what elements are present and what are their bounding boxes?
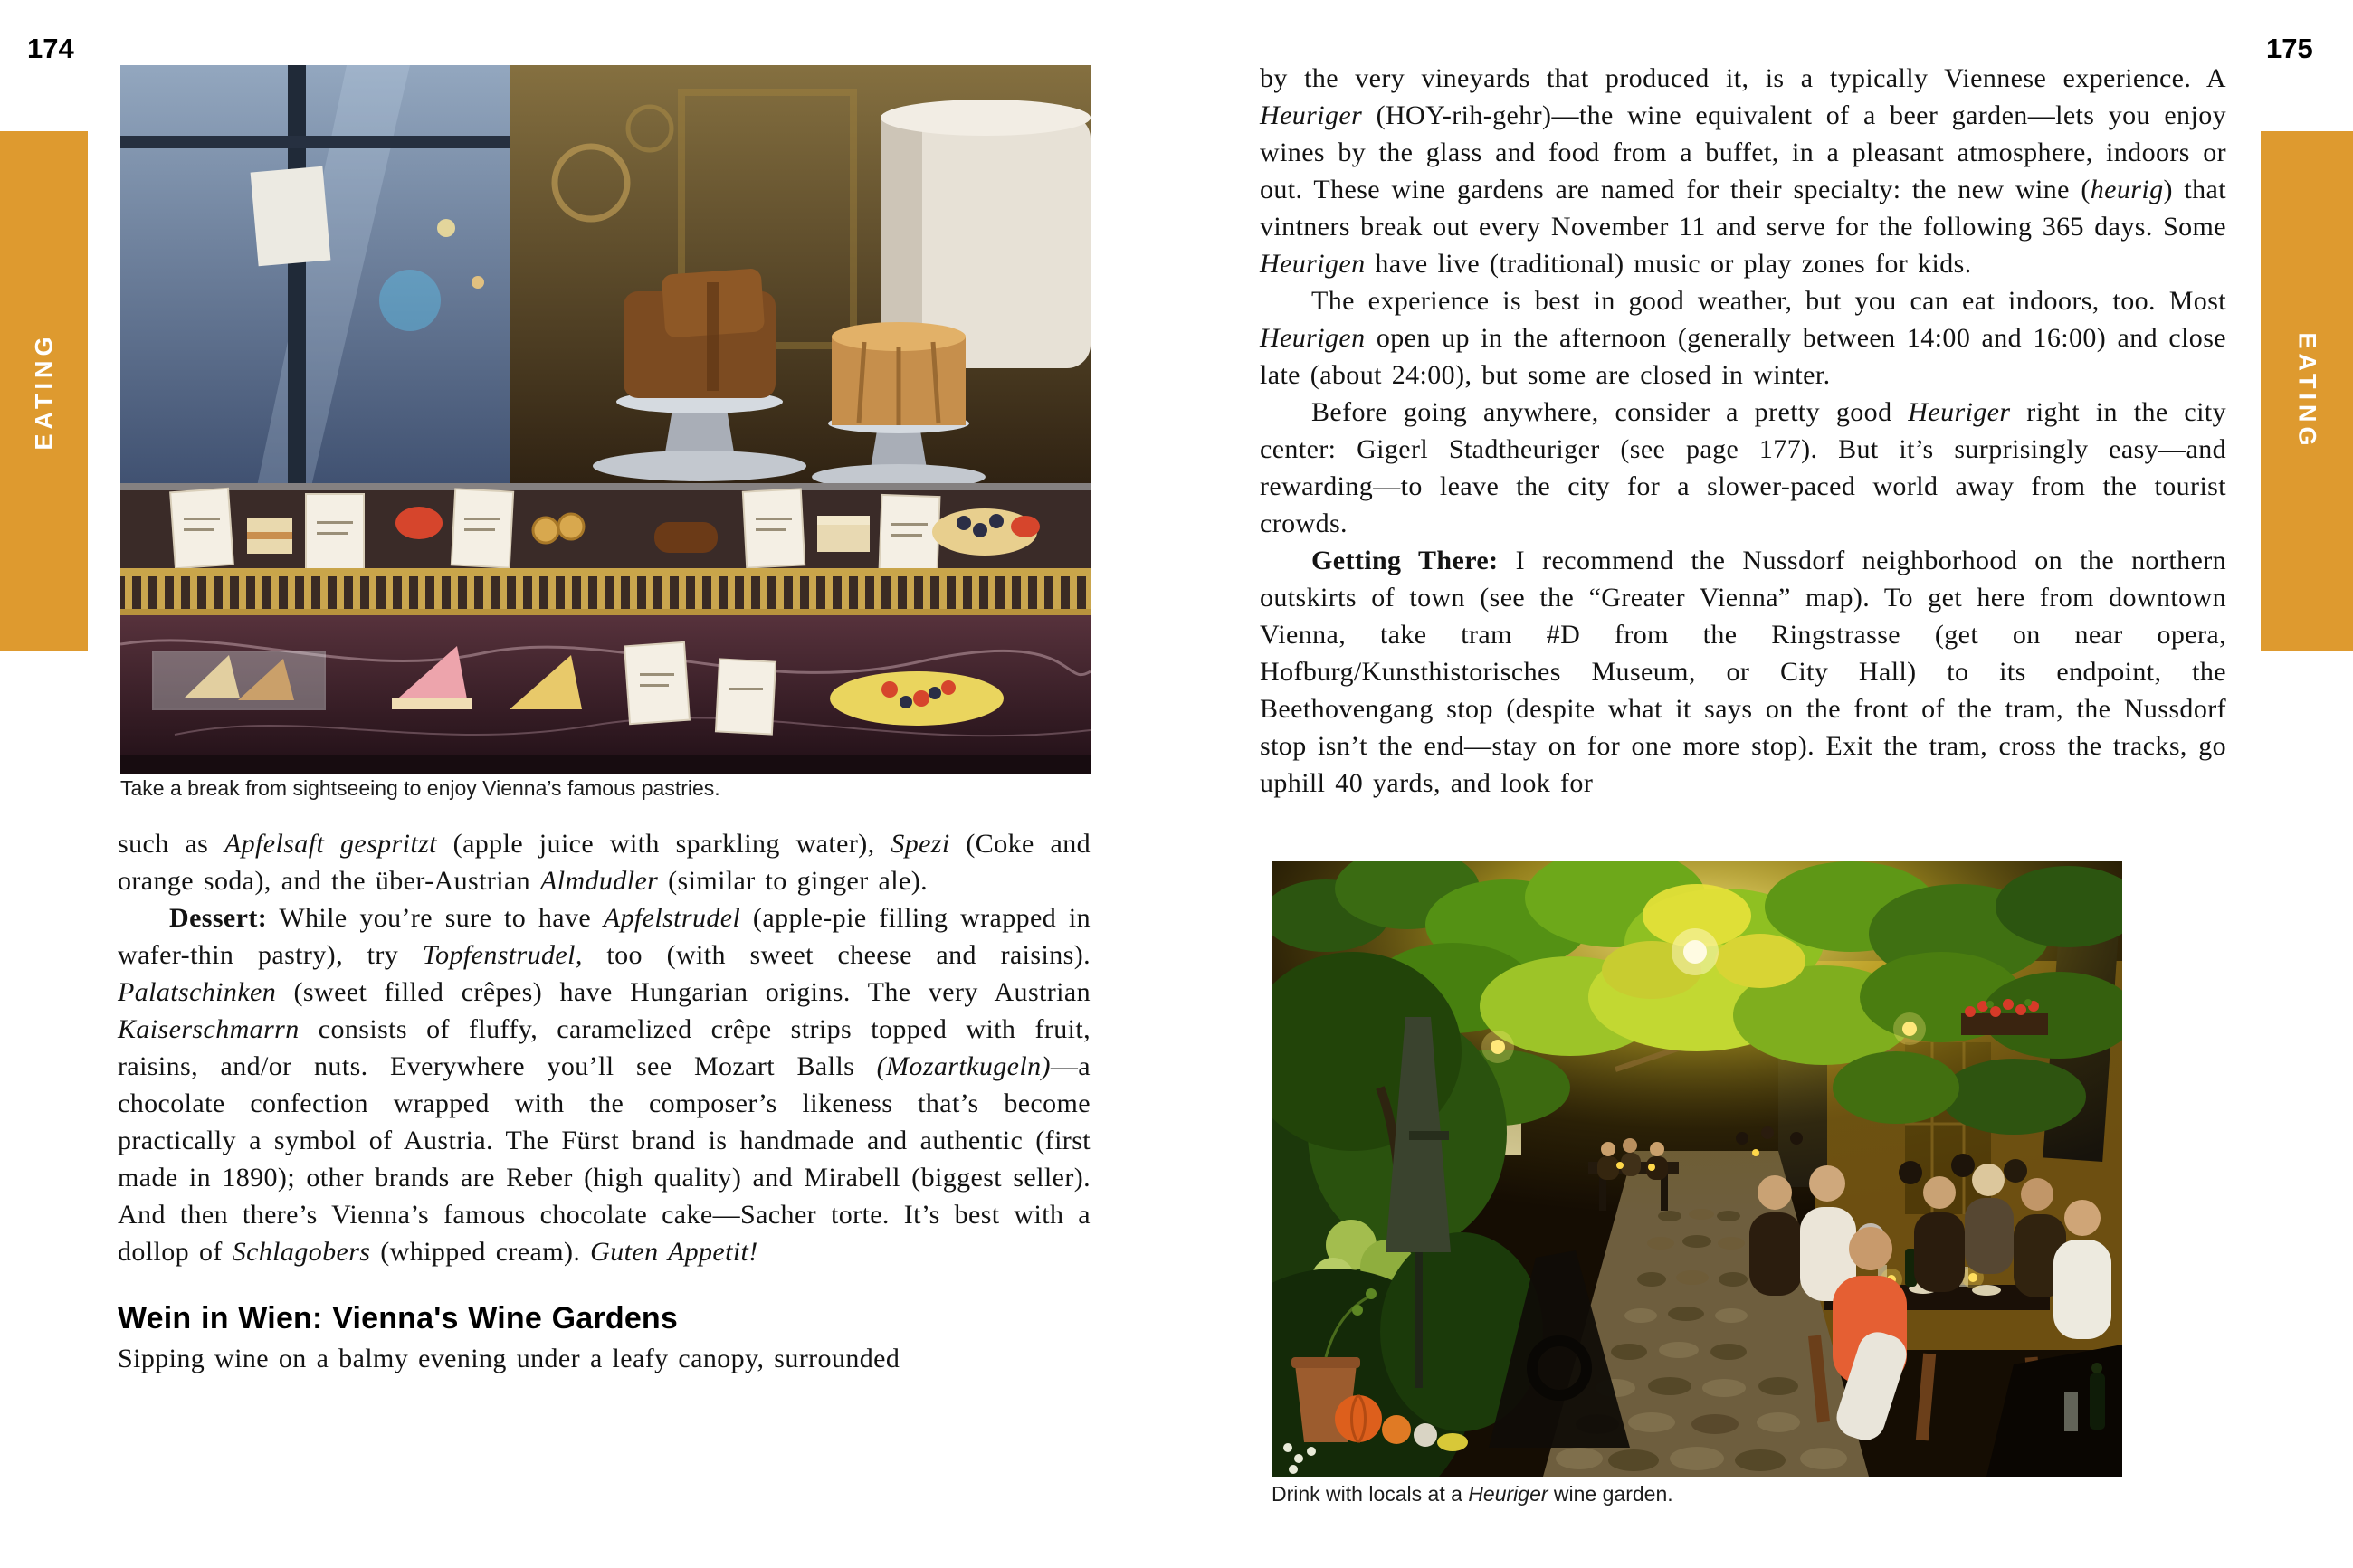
- eating-tab-left: [0, 131, 88, 651]
- paragraph: Sipping wine on a balmy evening under a leafy canopy, surrounded: [118, 1344, 900, 1373]
- wine-garden-illustration: [1272, 861, 2122, 1477]
- paragraph: by the very vineyards that produced it, is a typically Viennese experience. A Heuriger (HOY-rih-gehr)—the wine equivalent of a beer garden—lets you enjoy wines by the glass and food from a buffet, in a pleasant atmosphere, indoors or out. These wine gardens are named for their specialty: the new wine (heurig) that vintners break out every November 11 and serve for the following 365 days. Some Heurigen have live (traditional) music or play zones for kids.: [1260, 63, 2226, 279]
- wine-garden-photo-caption: Drink with locals at a Heuriger wine garden.: [1272, 1482, 1673, 1506]
- left-paragraphs: [118, 825, 1091, 1270]
- left-page-text: [118, 825, 1091, 1377]
- pastry-photo-caption: Take a break from sightseeing to enjoy Vienna’s famous pastries.: [120, 776, 720, 800]
- paragraph: The experience is best in good weather, but you can eat indoors, too. Most Heurigen open up in the afternoon (generally between 14:00 and 16:00) and close late (about 24:00), but some are closed in winter.: [1260, 286, 2226, 390]
- eating-tab-right: [2261, 131, 2353, 651]
- eating-tab-right-label: EATING: [2293, 332, 2321, 451]
- paragraph: Before going anywhere, consider a pretty good Heuriger right in the city center: Gigerl Stadtheuriger (see page 177). But it’s surprisingly easy—and rewarding—to leave the city for a slower-paced world away from the tourist crowds.: [1260, 397, 2226, 538]
- pastry-case-illustration: [120, 65, 1091, 774]
- right-page-text: [1260, 60, 2226, 802]
- page-number-right: 175: [2266, 33, 2313, 64]
- page-number-left: 174: [27, 33, 74, 64]
- wine-gardens-heading: Wein in Wien: Vienna's Wine Gardens: [118, 1301, 679, 1335]
- paragraph: Getting There: I recommend the Nussdorf neighborhood on the northern outskirts of town (see the “Greater Vienna” map). To get here from downtown Vienna, take tram #D from the Ringstrasse (get on near opera, Hofburg/Kunsthistorisches Museum, or City Hall) to its endpoint, the Beethovengang stop (despite what it says on the front of the tram, the Nussdorf stop isn’t the end—stay on for one more stop). Exit the tram, cross the tracks, go uphill 40 yards, and look for: [1260, 546, 2226, 798]
- paragraph: such as Apfelsaft gespritzt (apple juice with sparkling water), Spezi (Coke and orange soda), and the über-Austrian Almdudler (similar to ginger ale).: [118, 829, 1091, 896]
- pastry-case-photo: [120, 65, 1091, 774]
- left-paragraphs-after-heading: [118, 1340, 1091, 1377]
- paragraph: Dessert: While you’re sure to have Apfelstrudel (apple-pie filling wrapped in wafer-thin pastry), try Topfenstrudel, too (with sweet cheese and raisins). Palatschinken (sweet filled crêpes) have Hungarian origins. The very Austrian Kaiserschmarrn consists of fluffy, caramelized crêpe strips topped with fruit, raisins, and/or nuts. Everywhere you’ll see Mozart Balls (Mozartkugeln)—a chocolate confection wrapped with the composer’s likeness that’s become practically a symbol of Austria. The Fürst brand is handmade and authentic (first made in 1890); other brands are Reber (high quality) and Mirabell (biggest seller). And then there’s Vienna’s famous chocolate cake—Sacher torte. It’s best with a dollop of Schlagobers (whipped cream). Guten Appetit!: [118, 903, 1091, 1267]
- eating-tab-left-label: EATING: [30, 332, 57, 451]
- wine-garden-photo: [1272, 861, 2122, 1477]
